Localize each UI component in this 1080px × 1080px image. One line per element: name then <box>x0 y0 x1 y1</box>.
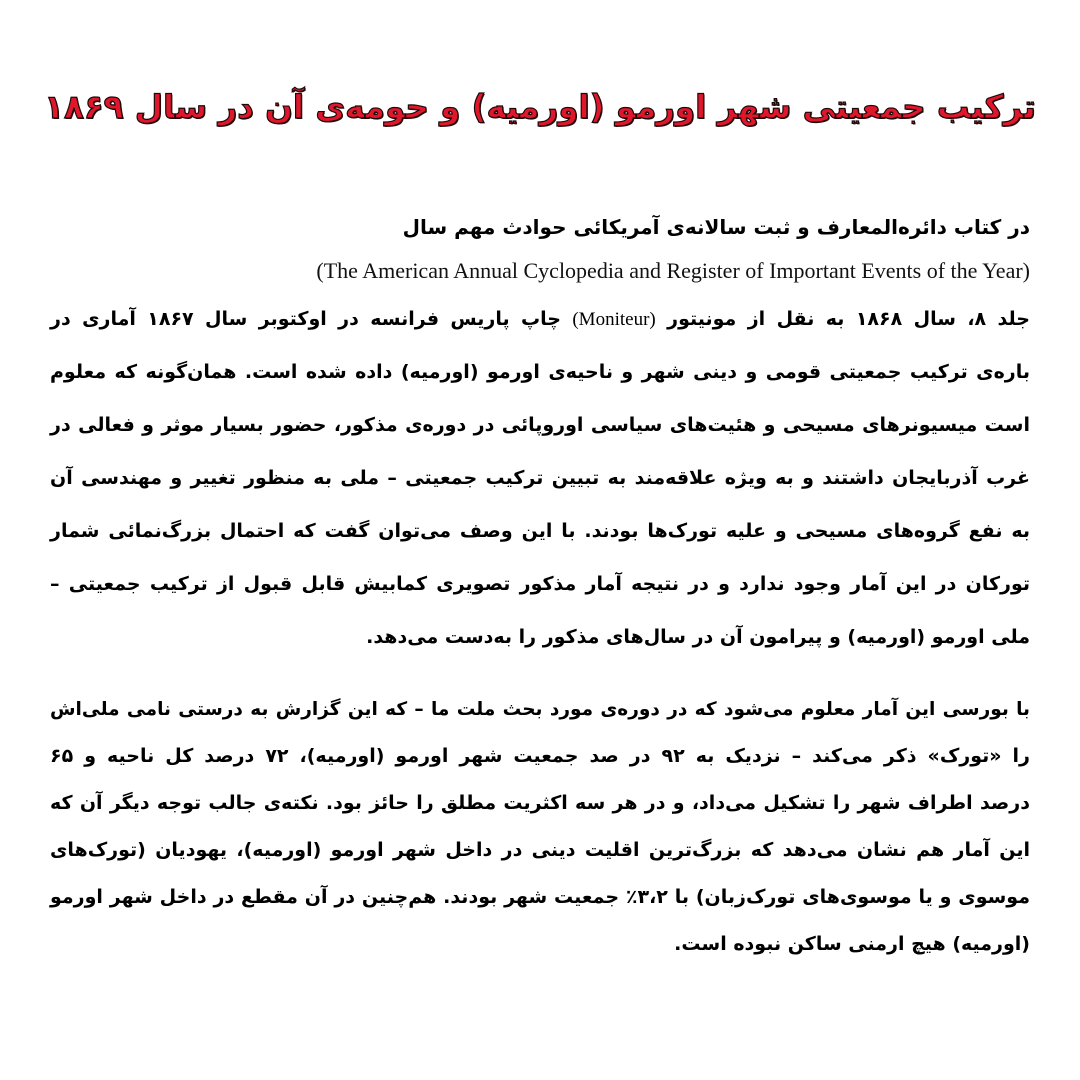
paragraph-2 <box>50 686 1030 968</box>
paragraph-1-line-1-end: چاپ پاریس فرانسه در اوکتوبر سال ۱۸۶۷ آماری در <box>50 308 561 330</box>
paragraph-1-line-6: تورکان در این آمار وجود ندارد و در نتیجه آمار مذکور تصویری کمابیش قابل قبول از ترکیب جمعیتی – <box>50 573 1030 595</box>
paragraph-1-line-3: است میسیونرهای مسیحی و هئیت‌های سیاسی اوروپائی در دوره‌ی مذکور، حضور بسیار موثر و فعالی در <box>50 414 1030 436</box>
paragraph-1-line-4: غرب آذربایجان داشتند و به ویژه علاقه‌مند به تبیین ترکیب جمعیتی – ملی به منظور تغییر و مهندسی آن <box>50 467 1030 489</box>
paragraph-2-line-4: این آمار هم نشان می‌دهد که بزرگ‌ترین اقلیت دینی در داخل شهر اورمو (اورمیه)، یهودیان (تورک‌های <box>50 839 1030 861</box>
paragraph-1-line-5: به نفع گروه‌های مسیحی و علیه تورک‌ها بودند. با این وصف می‌توان گفت که احتمال بزرگ‌نمائی شمار <box>50 520 1030 542</box>
paragraph-2-line-3: درصد اطراف شهر را تشکیل می‌داد، و در هر سه اکثریت مطلق را حائز بود. نکته‌ی جالب توجه دیگر آن که <box>50 792 1030 814</box>
paragraph-2-line-5: موسوی و یا موسوی‌های تورک‌زبان) با ۳،۲٪ جمعیت شهر بودند. هم‌چنین در آن مقطع در داخل شهر اورمو <box>50 886 1030 908</box>
source-persian-line: در کتاب دائره‌المعارف و ثبت سالانه‌ی آمریکائی حوادث مهم سال <box>402 215 1030 239</box>
source-english-title: (The American Annual Cyclopedia and Register of Important Events of the Year) <box>316 258 1030 283</box>
paragraph-2-line-2: را «تورک» ذکر می‌کند – نزدیک به ۹۲ در صد جمعیت شهر اورمو (اورمیه)، ۷۲ درصد کل ناحیه و ۶۵ <box>50 745 1030 767</box>
article-body <box>50 205 1030 968</box>
paragraph-2-line-6: (اورمیه) هیچ ارمنی ساکن نبوده است. <box>674 933 1030 955</box>
paragraph-1-line-7: ملی اورمو (اورمیه) و پیرامون آن در سال‌های مذکور را به‌دست می‌دهد. <box>366 626 1030 648</box>
moniteur-name: (Moniteur) <box>572 309 656 330</box>
paragraph-1 <box>50 293 1030 664</box>
paragraph-2-line-1: با بورسی این آمار معلوم می‌شود که در دوره‌ی مورد بحث ملت ما – که این گزارش به درستی نامی ملی‌اش <box>50 699 1030 720</box>
paragraph-1-line-1-start: جلد ۸، سال ۱۸۶۸ به نقل از مونیتور <box>667 308 1030 330</box>
paragraph-1-line-1 <box>50 293 1030 346</box>
page-title: ترکیب جمعیتی شهر اورمو (اورمیه) و حومه‌ی آن در سال ۱۸۶۹ <box>44 88 1036 126</box>
paragraph-1-line-2: باره‌ی ترکیب جمعیتی قومی و دینی شهر و ناحیه‌ی اورمو (اورمیه) داده شده است. همان‌گونه که معلوم <box>50 361 1030 383</box>
